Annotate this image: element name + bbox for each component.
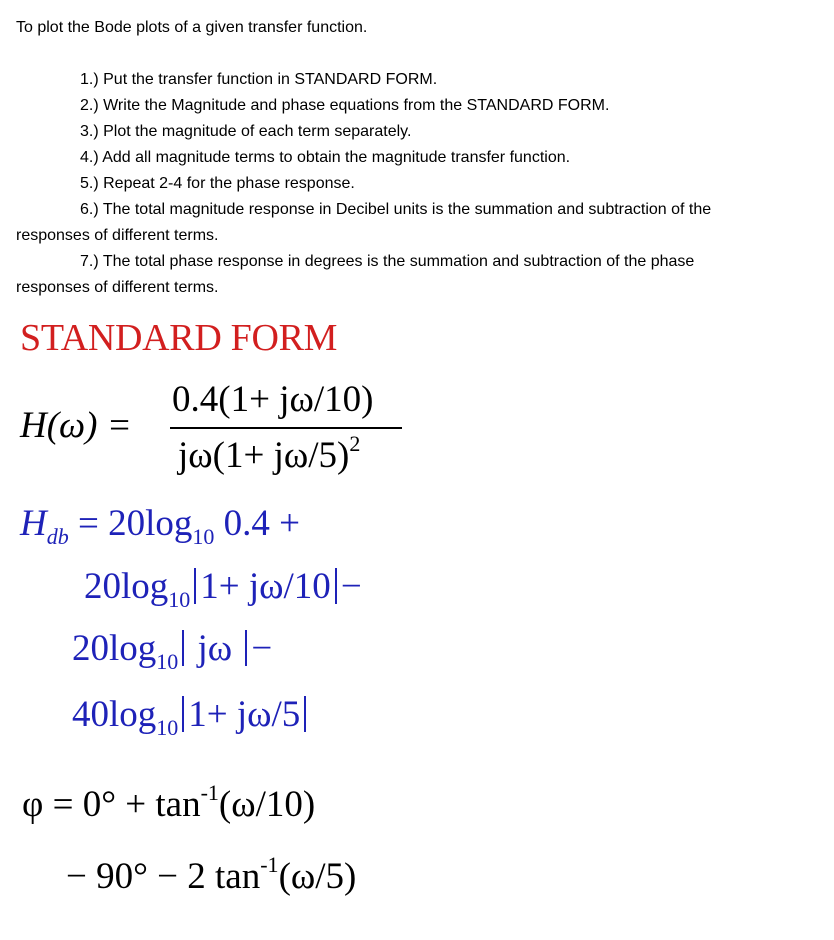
denominator-text: jω(1+ jω/5) (178, 435, 350, 476)
phase-line2-b: (ω/5) (278, 856, 357, 897)
phase-line-1 (22, 780, 315, 826)
mag-line2-coef: 20log (84, 566, 169, 607)
phase-line2-a: − 90° − 2 tan (66, 856, 261, 897)
phase-line-2 (66, 852, 356, 898)
phase-line2-exp: -1 (260, 852, 279, 877)
fraction-bar (170, 427, 402, 429)
abs-bar-right (335, 568, 337, 604)
step-7-lead: 7.) The total phase response in degrees is the summation and subtraction of the phase (80, 253, 695, 270)
steps-list (16, 67, 828, 301)
mag-line3-arg: jω (197, 628, 233, 669)
step-3: 3.) Plot the magnitude of each term separately. (80, 123, 412, 140)
magnitude-line-4 (72, 693, 310, 741)
db-subscript: db (46, 524, 69, 549)
abs-bar-left (182, 696, 184, 732)
step-1: 1.) Put the transfer function in STANDARD FORM. (80, 71, 438, 88)
mag-line4-arg: 1+ jω/5 (188, 694, 301, 735)
h-symbol: H (20, 503, 47, 544)
transfer-function-lhs (20, 404, 132, 447)
mag-line1-tail: 0.4 + (223, 503, 301, 544)
step-4: 4.) Add all magnitude terms to obtain the magnitude transfer function. (80, 149, 571, 166)
mag-line4-base: 10 (156, 715, 179, 740)
step-7 (16, 249, 828, 301)
step-6-lead: 6.) The total magnitude response in Decibel units is the summation and subtraction of the (80, 201, 712, 218)
lhs-text: H(ω) = (20, 405, 132, 446)
magnitude-line-1 (20, 502, 300, 550)
mag-line2-base: 10 (168, 587, 191, 612)
magnitude-line-3 (72, 627, 272, 675)
transfer-function-denominator (178, 431, 360, 477)
intro-text: To plot the Bode plots of a given transfer function. (16, 19, 368, 36)
abs-bar-right (245, 630, 247, 666)
magnitude-line-2 (84, 565, 362, 613)
step-6 (16, 197, 828, 249)
step-5: 5.) Repeat 2-4 for the phase response. (80, 175, 355, 192)
phase-line1-b: (ω/10) (218, 784, 316, 825)
mag-line2-arg: 1+ jω/10 (200, 566, 331, 607)
mag-line3-op: − (251, 628, 273, 669)
mag-line4-coef: 40log (72, 694, 157, 735)
abs-bar-left (194, 568, 196, 604)
transfer-function-numerator: 0.4(1+ jω/10) (172, 379, 374, 420)
mag-line1-base: 10 (192, 524, 215, 549)
denominator-exponent: 2 (349, 431, 361, 456)
step-7-rest: responses of different terms. (16, 279, 219, 296)
standard-form-heading: STANDARD FORM (20, 317, 338, 359)
mag-line3-base: 10 (156, 649, 179, 674)
abs-bar-right (304, 696, 306, 732)
phase-line1-exp: -1 (200, 780, 219, 805)
mag-line1-body: = 20log (77, 503, 193, 544)
phase-line1-a: φ = 0° + tan (22, 784, 201, 825)
transfer-function-equation (20, 378, 400, 488)
abs-bar-left (182, 630, 184, 666)
mag-line2-op: − (340, 566, 362, 607)
mag-line3-coef: 20log (72, 628, 157, 669)
step-6-rest: responses of different terms. (16, 227, 219, 244)
step-2: 2.) Write the Magnitude and phase equations from the STANDARD FORM. (80, 97, 610, 114)
